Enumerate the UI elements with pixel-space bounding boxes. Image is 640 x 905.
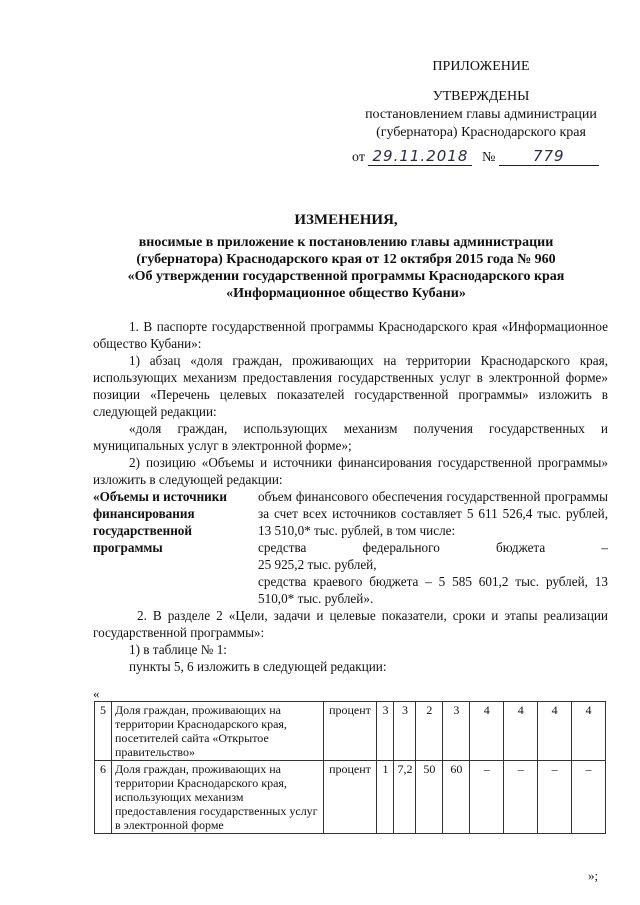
row-value: 1 bbox=[377, 761, 394, 834]
date-number-line bbox=[352, 147, 599, 166]
paragraph-6: 1) в таблице № 1: bbox=[129, 642, 227, 657]
paragraph-3: «доля граждан, использующих механизм получения государственных и муниципальных услуг в электронной форме»; bbox=[93, 421, 608, 453]
row-value: – bbox=[572, 761, 606, 834]
row-number: 5 bbox=[95, 702, 112, 761]
table-row bbox=[95, 761, 606, 834]
financing-regional: средства краевого бюджета – 5 585 601,2 тыс. рублей, 13 510,0* тыс. рублей». bbox=[258, 574, 608, 606]
financing-federal-label: средства федерального бюджета – bbox=[258, 540, 608, 555]
document-body bbox=[93, 318, 608, 675]
paragraph-5: 2. В разделе 2 «Цели, задачи и целевые показатели, сроки и этапы реализации государственной программы»: bbox=[93, 608, 608, 640]
row-value: 4 bbox=[572, 702, 606, 761]
appendix-label: ПРИЛОЖЕНИЕ bbox=[432, 59, 530, 74]
row-value: 4 bbox=[470, 702, 504, 761]
indicators-table bbox=[94, 701, 606, 834]
date-value: 29.11.2018 bbox=[368, 147, 472, 166]
number-value: 779 bbox=[499, 147, 599, 166]
paragraph-1: 1. В паспорте государственной программы Краснодарского края «Информационное общество Кубани»: bbox=[93, 319, 608, 351]
financing-label: «Объемы и источники финансирования государственной программы bbox=[93, 489, 227, 555]
quote-open: « bbox=[93, 686, 100, 701]
title-line-4: «Информационное общество Кубани» bbox=[226, 286, 466, 301]
row-value: 2 bbox=[416, 702, 443, 761]
financing-block bbox=[93, 488, 608, 607]
date-prefix: от bbox=[352, 150, 365, 165]
financing-total: объем финансового обеспечения государственной программы за счет всех источников составляет 5 611 526,4 тыс. рублей, 13 510,0* тыс. рублей, в том числе: bbox=[258, 489, 608, 538]
row-value: 3 bbox=[377, 702, 394, 761]
row-value: 4 bbox=[538, 702, 572, 761]
row-indicator: Доля граждан, проживающих на территории Краснодарского края, посетителей сайта «Открытое правительство» bbox=[111, 702, 323, 761]
row-value: 3 bbox=[394, 702, 416, 761]
paragraph-7: пункты 5, 6 изложить в следующей редакции: bbox=[129, 659, 387, 674]
title-main: ИЗМЕНЕНИЯ, bbox=[294, 212, 398, 228]
row-value: 3 bbox=[443, 702, 470, 761]
approval-line-2: (губернатора) Краснодарского края bbox=[376, 125, 586, 140]
number-prefix: № bbox=[481, 150, 496, 165]
title-line-2: (губернатора) Краснодарского края от 12 октября 2015 года № 960 bbox=[136, 252, 556, 267]
row-indicator: Доля граждан, проживающих на территории Краснодарского края, использующих механизм предоставления государственных услуг в электронной форме bbox=[111, 761, 323, 834]
row-value: – bbox=[538, 761, 572, 834]
quote-close: »; bbox=[588, 868, 599, 883]
row-value: 50 bbox=[416, 761, 443, 834]
title-line-1: вносимые в приложение к постановлению главы администрации bbox=[138, 235, 554, 250]
row-value: 4 bbox=[504, 702, 538, 761]
table-row bbox=[95, 702, 606, 761]
paragraph-4: 2) позицию «Объемы и источники финансирования государственной программы» изложить в следующей редакции: bbox=[93, 455, 608, 487]
financing-federal-value: 25 925,2 тыс. рублей, bbox=[258, 557, 377, 572]
document-title bbox=[90, 212, 602, 302]
approval-line-1: постановлением главы администрации bbox=[365, 107, 597, 122]
row-value: – bbox=[504, 761, 538, 834]
row-value: 60 bbox=[443, 761, 470, 834]
approved-label: УТВЕРЖДЕНЫ bbox=[432, 89, 530, 104]
financing-values bbox=[258, 488, 608, 607]
paragraph-2: 1) абзац «доля граждан, проживающих на территории Краснодарского края, использующих механизм предоставления государственных услуг в электронной форме» позиции «Перечень целевых показателей государственной программы» изложить в следующей редакции: bbox=[93, 353, 608, 419]
row-unit: процент bbox=[323, 702, 377, 761]
row-value: – bbox=[470, 761, 504, 834]
row-value: 7,2 bbox=[394, 761, 416, 834]
row-unit: процент bbox=[323, 761, 377, 834]
row-number: 6 bbox=[95, 761, 112, 834]
approval-block bbox=[350, 58, 612, 142]
title-line-3: «Об утверждении государственной программы Краснодарского края bbox=[127, 269, 565, 284]
